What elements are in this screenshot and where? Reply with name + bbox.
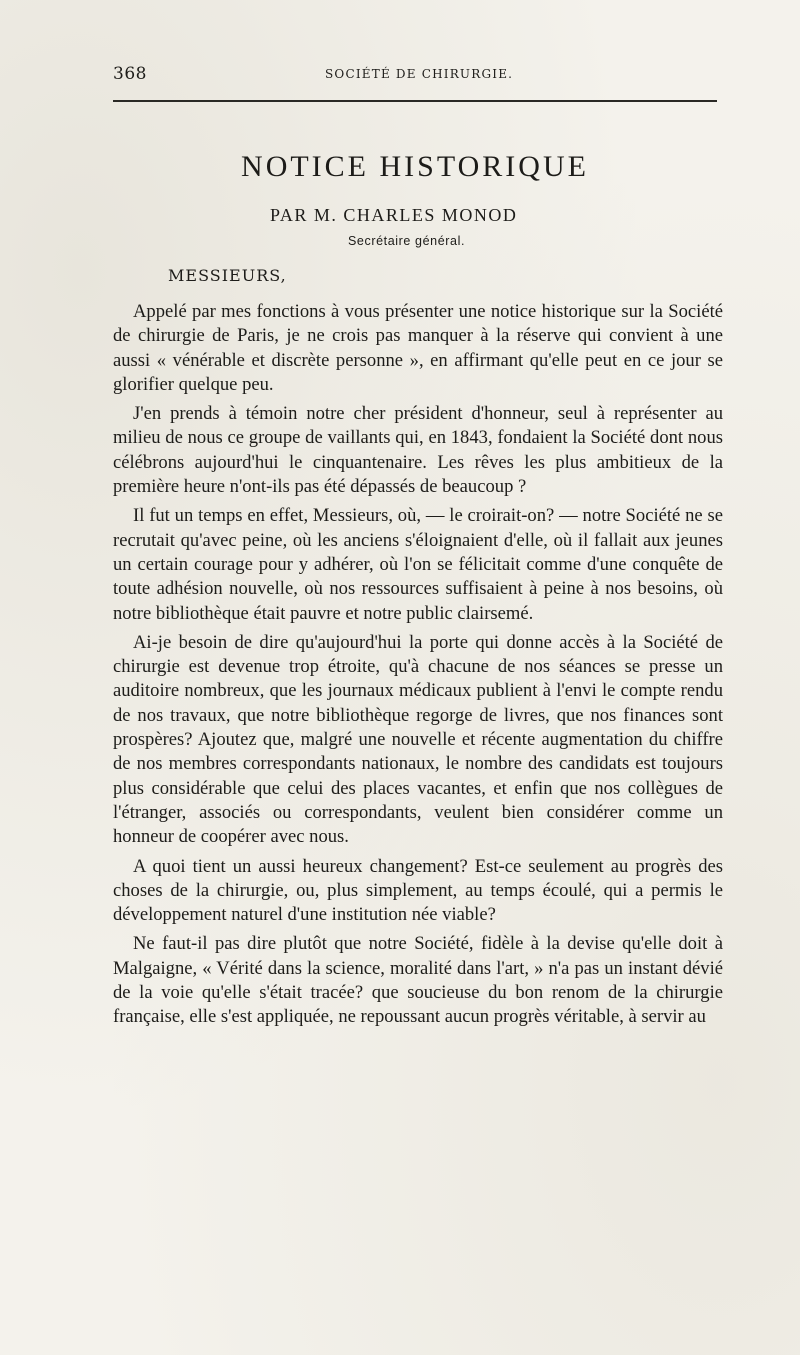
- running-head: [113, 64, 717, 86]
- article-body: [113, 300, 723, 1030]
- paragraph: Il fut un temps en effet, Messieurs, où, — le croirait-on? — notre Société ne se recrutait qu'avec peine, où les anciens s'éloignaient d'elle, où il fallait aux jeunes un certain courage pour y adhérer, où l'on se félicitait comme d'une conquête de toute adhésion nouvelle, où nos ressources suffisaient à peine à nos besoins, où notre bibliothèque était pauvre et notre public clairsemé.: [113, 505, 723, 624]
- article-title: NOTICE HISTORIQUE: [241, 150, 589, 183]
- article-byline: PAR M. CHARLES MONOD: [270, 205, 518, 225]
- header-rule: [113, 100, 717, 102]
- salutation: MESSIEURS,: [168, 266, 287, 285]
- paragraph: Ne faut-il pas dire plutôt que notre Société, fidèle à la devise qu'elle doit à Malgaigne, « Vérité dans la science, moralité dans l'art, » n'a pas un instant dévié de la voie qu'elle s'était tracée? que soucieuse du bon renom de la chirurgie française, elle s'est appliquée, ne repoussant aucun progrès véritable, à servir au: [113, 933, 723, 1028]
- author-role: Secrétaire général.: [348, 234, 466, 248]
- paragraph: J'en prends à témoin notre cher président d'honneur, seul à représenter au milieu de nous ce groupe de vaillants qui, en 1843, fondaient la Société dont nous célébrons aujourd'hui le cinquantenaire. Les rêves les plus ambitieux de la première heure n'ont-ils pas été dépassés de beaucoup ?: [113, 403, 723, 498]
- page-number: 368: [113, 64, 147, 84]
- paragraph: Appelé par mes fonctions à vous présenter une notice historique sur la Société de chirurgie de Paris, je ne crois pas manquer à la réserve qui convient à une aussi « vénérable et discrète personne », en affirmant qu'elle peut en ce jour se glorifier quelque peu.: [113, 301, 723, 395]
- paragraph: A quoi tient un aussi heureux changement? Est-ce seulement au progrès des choses de la chirurgie, ou, plus simplement, au temps écoulé, qui a permis le développement naturel d'une institution née viable?: [113, 855, 723, 926]
- running-title: SOCIÉTÉ DE CHIRURGIE.: [325, 67, 514, 81]
- paragraph: Ai-je besoin de dire qu'aujourd'hui la porte qui donne accès à la Société de chirurgie est devenue trop étroite, qu'à chacune de nos séances se presse un auditoire nombreux, que les journaux médicaux publient à l'envi le compte rendu de nos travaux, que notre bibliothèque regorge de livres, que nos finances sont prospères? Ajoutez que, malgré une nouvelle et récente augmentation du chiffre de nos membres correspondants nationaux, le nombre des candidats est toujours plus considérable que celui des places vacantes, et enfin que nos collègues de l'étranger, associés ou correspondants, veulent bien considérer comme un honneur de coopérer avec nous.: [113, 631, 723, 848]
